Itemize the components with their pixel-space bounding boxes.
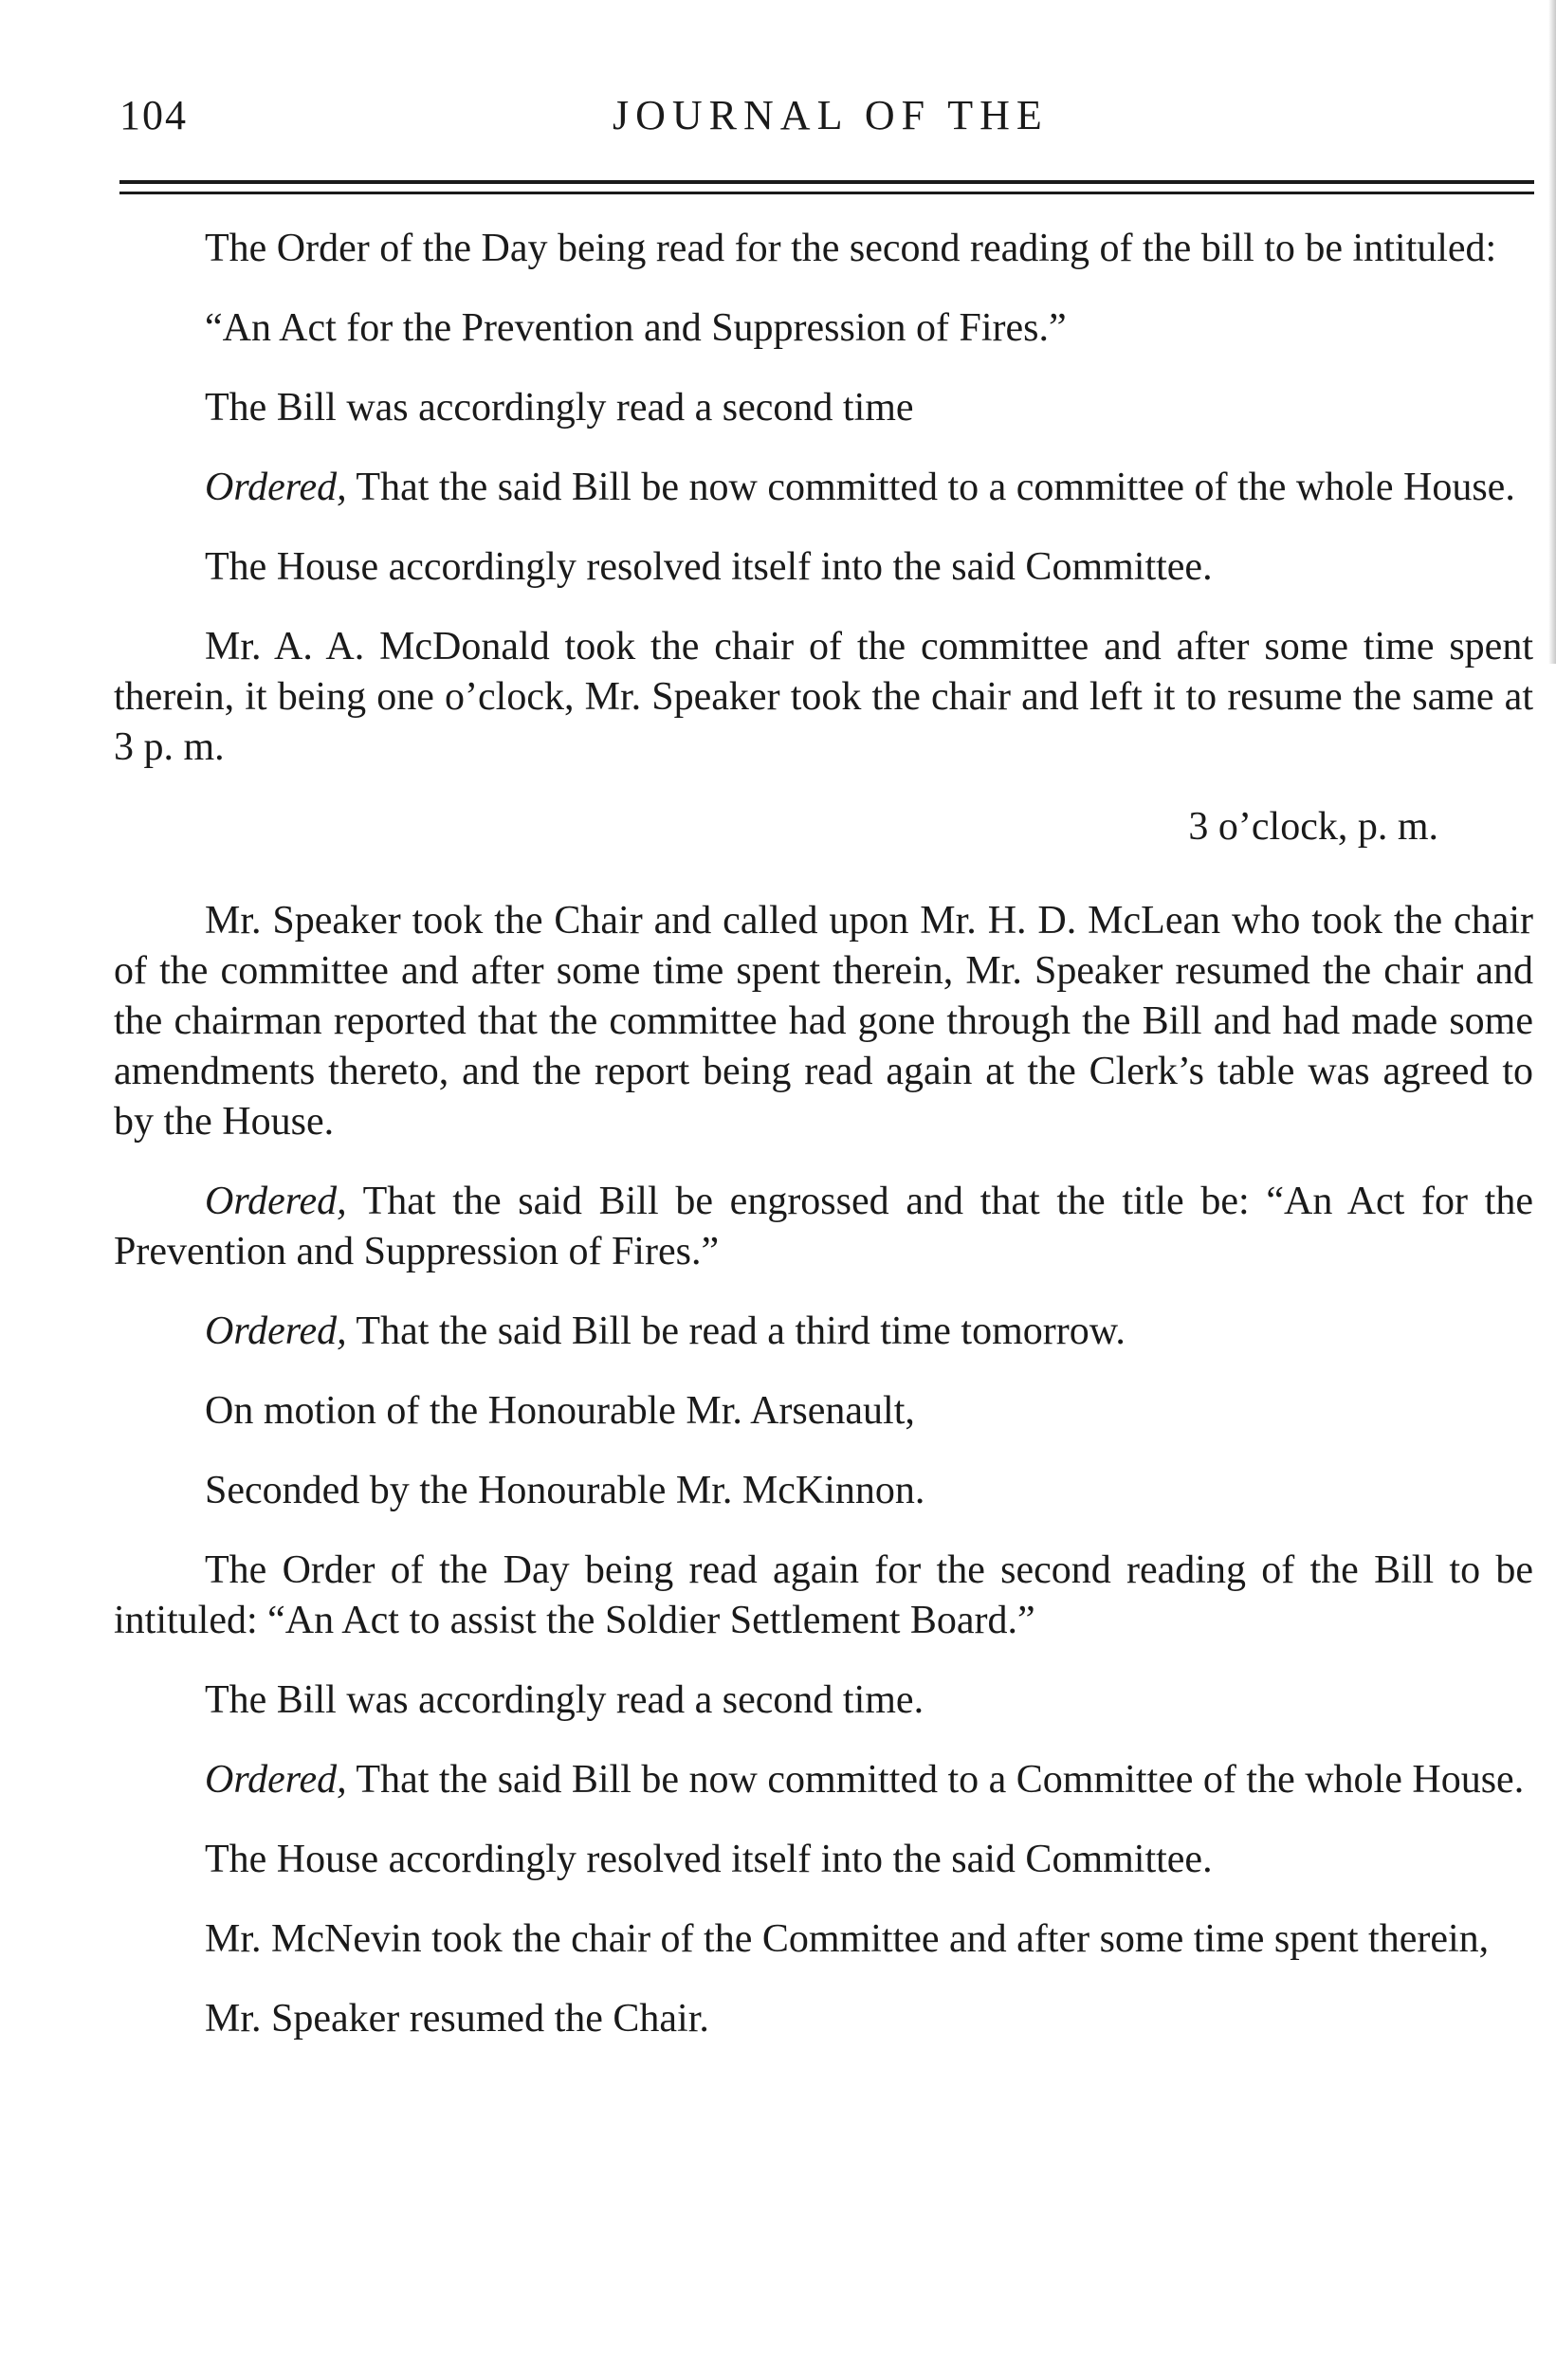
- ordered-label: Ordered,: [205, 1309, 347, 1353]
- paragraph-speaker-resumed: Mr. Speaker resumed the Chair.: [205, 1997, 709, 2041]
- paragraph-second-reading-2: The Bill was accordingly read a second time.: [205, 1678, 924, 1722]
- header-rule-thin: [119, 192, 1534, 194]
- ordered-text: That the said Bill be engrossed and that the title be: “An Act for the Prevention and Suppression of Fires.”: [114, 1180, 1533, 1273]
- paragraph-speaker-report: Mr. Speaker took the Chair and called upon Mr. H. D. McLean who took the chair of the committee and after some time spent therein, Mr. Speaker resumed the chair and the chairman reported that the committee had gone through the Bill and had made some amendments thereto, and the report being read again at the Clerk’s table was agreed to by the House.: [114, 899, 1533, 1144]
- paragraph-house-resolved-2: The House accordingly resolved itself into the said Committee.: [205, 1838, 1213, 1881]
- bill-title: “An Act for the Prevention and Suppression of Fires.”: [205, 306, 1067, 350]
- ordered-text: That the said Bill be now committed to a Committee of the whole House.: [346, 1758, 1525, 1802]
- time-stamp: 3 o’clock, p. m.: [1188, 805, 1438, 849]
- paragraph-soldier-settlement: The Order of the Day being read again for the second reading of the Bill to be intituled: “An Act to assist the Soldier Settlement Board.”: [114, 1548, 1533, 1642]
- journal-body: [114, 224, 1533, 2074]
- paragraph-mcnevin-chair: Mr. McNevin took the chair of the Committee and after some time spent therein,: [205, 1917, 1490, 1961]
- paragraph-ordered-engrossed: [114, 1177, 1533, 1277]
- page-header: [119, 91, 1537, 148]
- paragraph-mcdonald-chair: Mr. A. A. McDonald took the chair of the committee and after some time spent therein, it being one o’clock, Mr. Speaker took the chair and left it to resume the same at 3 p. m.: [114, 625, 1533, 769]
- paragraph-second-reading: The Bill was accordingly read a second time: [205, 386, 914, 430]
- paragraph-house-resolved: The House accordingly resolved itself into the said Committee.: [205, 545, 1213, 589]
- paragraph-order-of-day: The Order of the Day being read for the second reading of the bill to be intituled:: [205, 227, 1497, 270]
- paragraph-ordered-third-reading: [114, 1307, 1533, 1357]
- paragraph-seconded: Seconded by the Honourable Mr. McKinnon.: [205, 1469, 925, 1512]
- ordered-text: That the said Bill be read a third time tomorrow.: [346, 1309, 1126, 1353]
- page-number: 104: [119, 92, 188, 138]
- header-rule-thick: [119, 180, 1534, 184]
- ordered-text: That the said Bill be now committed to a committee of the whole House.: [346, 466, 1515, 509]
- page-edge-shadow: [1548, 0, 1556, 664]
- paragraph-ordered-committed-2: [114, 1755, 1533, 1805]
- paragraph-motion: On motion of the Honourable Mr. Arsenault,: [205, 1389, 915, 1433]
- paragraph-ordered-committed: [114, 463, 1533, 513]
- running-head: JOURNAL OF THE: [613, 92, 1049, 138]
- ordered-label: Ordered,: [205, 1180, 347, 1223]
- ordered-label: Ordered,: [205, 1758, 347, 1802]
- ordered-label: Ordered,: [205, 466, 347, 509]
